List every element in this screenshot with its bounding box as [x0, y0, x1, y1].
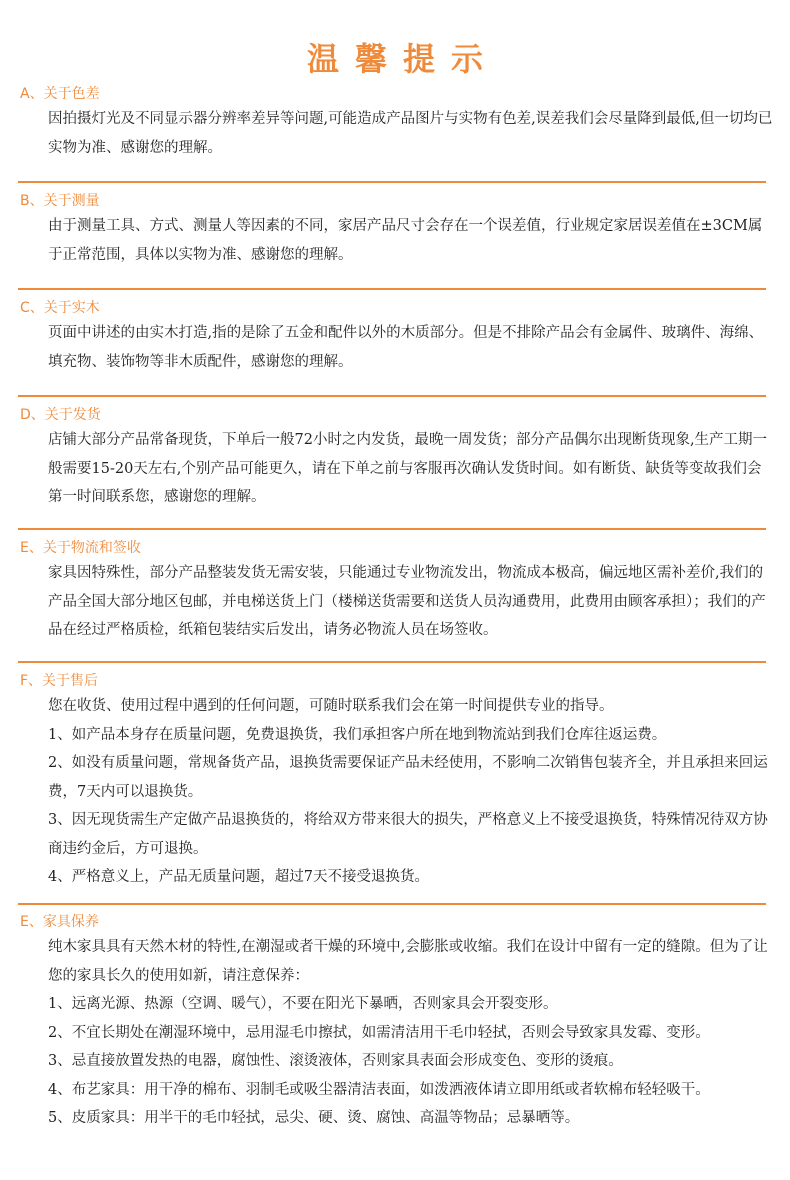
paragraph: 店铺大部分产品常备现货，下单后一般72小时之内发货，最晚一周发货；部分产品偶尔出现断货现象,生产工期一般需要15-20天左右,个别产品可能更久，请在下单之前与客服再次确认发货时间。如有断货、缺货等变故我们会第一时间联系您，感谢您的理解。	[48, 432, 768, 505]
list-item: 1、如产品本身存在质量问题，免费退换货，我们承担客户所在地到物流站到我们仓库往返运费。	[48, 726, 667, 743]
divider	[18, 288, 766, 290]
section-heading: E、关于物流和签收	[20, 540, 141, 556]
paragraph: 由于测量工具、方式、测量人等因素的不同，家居产品尺寸会存在一个误差值，行业规定家居误差值在±3CM属于正常范围，具体以实物为准、感谢您的理解。	[48, 218, 763, 263]
section-heading: D、关于发货	[20, 407, 101, 423]
paragraph: 您在收货、使用过程中遇到的任何问题，可随时联系我们会在第一时间提供专业的指导。	[48, 698, 614, 714]
divider	[18, 903, 766, 905]
list-item: 4、严格意义上，产品无质量问题，超过7天不接受退换货。	[48, 869, 429, 885]
section-body	[48, 692, 774, 892]
section-heading: B、关于测量	[20, 193, 100, 209]
section-body	[48, 933, 774, 1133]
section-body	[48, 426, 774, 512]
list-item: 3、因无现货需生产定做产品退换货的，将给双方带来很大的损失，严格意义上不接受退换货，特殊情况待双方协商违约金后，方可退换。	[48, 812, 768, 857]
section-heading: A、关于色差	[20, 86, 100, 102]
section-heading: E、家具保养	[20, 914, 99, 930]
paragraph: 家具因特殊性，部分产品整装发货无需安装，只能通过专业物流发出，物流成本极高，偏远地区需补差价,我们的产品全国大部分地区包邮，并电梯送货上门（楼梯送货需要和送货人员沟通费用，此费用由顾客承担）；我们的产品在经过严格质检，纸箱包装结实后发出，请务必物流人员在场签收。	[48, 565, 766, 638]
section-body	[48, 212, 774, 269]
section-heading: F、关于售后	[20, 673, 99, 689]
section-body	[48, 559, 774, 645]
paragraph: 页面中讲述的由实木打造,指的是除了五金和配件以外的木质部分。但是不排除产品会有金属件、玻璃件、海绵、填充物、装饰物等非木质配件，感谢您的理解。	[48, 325, 764, 370]
list-item: 2、不宜长期处在潮湿环境中，忌用湿毛巾擦拭，如需清洁用干毛巾轻拭，否则会导致家具发霉、变形。	[48, 1024, 710, 1041]
list-item: 1、远离光源、热源（空调、暖气），不要在阳光下暴晒，否则家具会开裂变形。	[48, 996, 558, 1012]
divider	[18, 528, 766, 530]
list-item: 2、如没有质量问题，常规备货产品，退换货需要保证产品未经使用，不影响二次销售包装齐全，并且承担来回运费，7天内可以退换货。	[48, 755, 768, 800]
divider	[18, 395, 766, 397]
divider	[18, 181, 766, 183]
page-title: 温馨提示	[306, 40, 499, 78]
paragraph: 纯木家具具有天然木材的特性,在潮湿或者干燥的环境中,会膨胀或收缩。我们在设计中留有一定的缝隙。但为了让您的家具长久的使用如新，请注意保养：	[48, 939, 768, 984]
divider	[18, 661, 766, 663]
section-body	[48, 319, 774, 376]
paragraph: 因拍摄灯光及不同显示器分辨率差异等问题,可能造成产品图片与实物有色差,误差我们会尽量降到最低,但一切均已实物为准、感谢您的理解。	[48, 111, 773, 156]
list-item: 4、布艺家具：用干净的棉布、羽制毛或吸尘器清洁表面，如泼洒液体请立即用纸或者软棉布轻轻吸干。	[48, 1081, 710, 1098]
list-item: 5、皮质家具：用半干的毛巾轻拭，忌尖、硬、烫、腐蚀、高温等物品；忌暴晒等。	[48, 1110, 580, 1126]
list-item: 3、忌直接放置发热的电器，腐蚀性、滚烫液体，否则家具表面会形成变色、变形的烫痕。	[48, 1053, 623, 1069]
section-heading: C、关于实木	[20, 300, 100, 316]
section-body	[48, 105, 774, 162]
